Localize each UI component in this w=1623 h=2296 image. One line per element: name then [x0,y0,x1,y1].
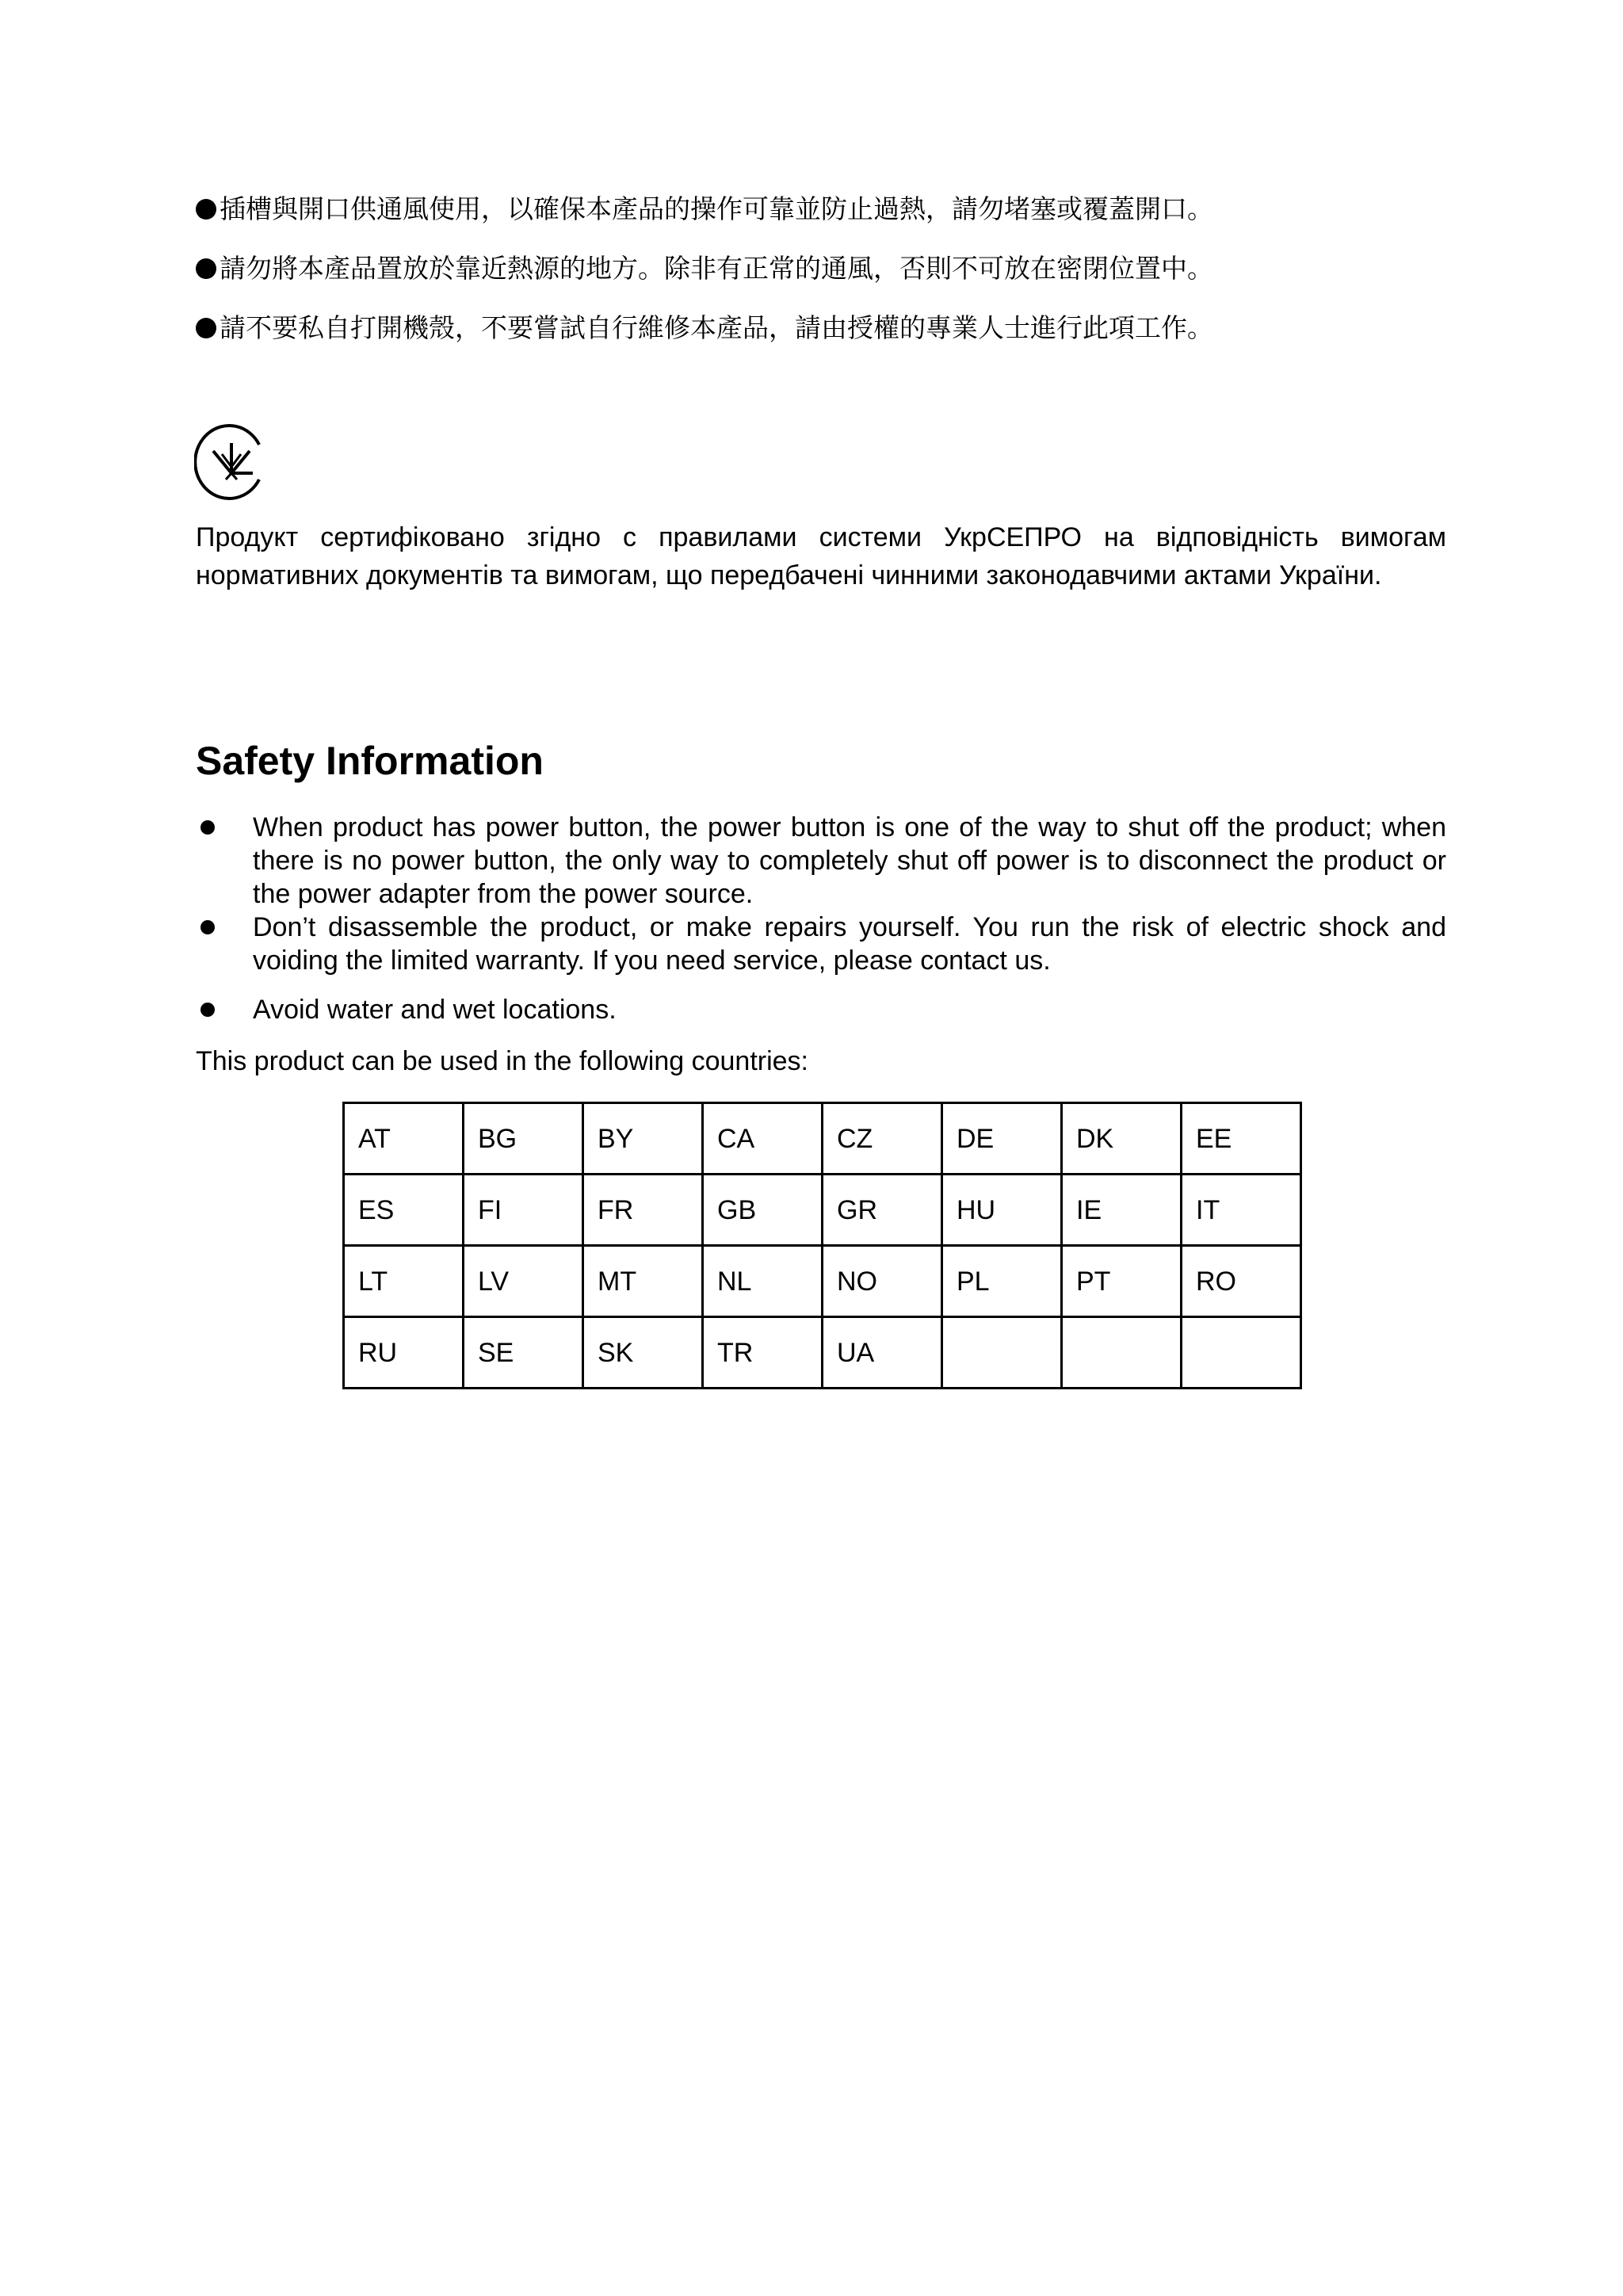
country-cell: NO [823,1246,942,1317]
country-cell: GB [703,1175,823,1246]
empty-cell [1182,1317,1301,1389]
table-row [344,1317,1301,1389]
safety-item-text: Don’t disassemble the product, or make repairs yourself. You run the risk of electric shock and voiding the limited warranty. If you need service, please contact us. [253,912,1446,976]
country-cell: MT [583,1246,703,1317]
country-cell: PL [942,1246,1062,1317]
country-cell: NL [703,1246,823,1317]
country-cell: IT [1182,1175,1301,1246]
countries-table [342,1102,1302,1389]
chinese-notes-list [196,193,1464,372]
bullet-icon [196,199,216,220]
country-cell: IE [1062,1175,1182,1246]
country-cell: RU [344,1317,464,1389]
chinese-note-item [196,312,1464,344]
empty-cell [1062,1317,1182,1389]
safety-item [196,911,1446,977]
chinese-note-item [196,193,1464,225]
chinese-note-text: 插槽與開口供通風使用，以確保本產品的操作可靠並防止過熱，請勿堵塞或覆蓋開口。 [220,193,1213,224]
chinese-note-text: 請不要私自打開機殼，不要嘗試自行維修本產品，請由授權的專業人士進行此項工作。 [220,312,1213,343]
table-row [344,1103,1301,1175]
country-cell: ES [344,1175,464,1246]
country-cell: BG [464,1103,583,1175]
country-cell: DE [942,1103,1062,1175]
table-row [344,1175,1301,1246]
country-cell: SE [464,1317,583,1389]
safety-item-text: Avoid water and wet locations. [253,995,617,1025]
country-cell: PT [1062,1246,1182,1317]
country-cell: RO [1182,1246,1301,1317]
safety-item-text: When product has power button, the power button is one of the way to shut off the product; when there is no power button, the only way to completely shut off power is to disconnect the product or the power adapter from the power source. [253,812,1446,909]
country-cell: LT [344,1246,464,1317]
chinese-note-text: 請勿將本產品置放於靠近熱源的地方。除非有正常的通風，否則不可放在密閉位置中。 [220,253,1213,284]
country-cell: LV [464,1246,583,1317]
safety-list [196,811,1446,1026]
country-cell: BY [583,1103,703,1175]
country-cell: CZ [823,1103,942,1175]
country-cell: EE [1182,1103,1301,1175]
country-cell: GR [823,1175,942,1246]
bullet-icon [200,920,215,934]
country-cell: UA [823,1317,942,1389]
countries-intro: This product can be used in the following countries: [196,1046,809,1076]
chinese-note-item [196,253,1464,285]
empty-cell [942,1317,1062,1389]
ukraine-certification-text: Продукт сертифіковано згідно с правилами системи УкрСЕПРО на відповідність вимогам нормативних документів та вимогам, що передбачені чинними законодавчими актами України. [196,522,1446,590]
country-cell: CA [703,1103,823,1175]
country-cell: DK [1062,1103,1182,1175]
country-cell: AT [344,1103,464,1175]
safety-heading: Safety Information [196,739,544,783]
country-cell: SK [583,1317,703,1389]
safety-item [196,811,1446,911]
country-cell: FR [583,1175,703,1246]
country-cell: FI [464,1175,583,1246]
bullet-icon [196,318,216,338]
bullet-icon [196,258,216,279]
bullet-icon [200,1003,215,1017]
bullet-icon [200,820,215,835]
safety-item [196,993,1446,1026]
country-cell: HU [942,1175,1062,1246]
ukrsepro-certification-icon [194,422,267,502]
table-row [344,1246,1301,1317]
country-cell: TR [703,1317,823,1389]
